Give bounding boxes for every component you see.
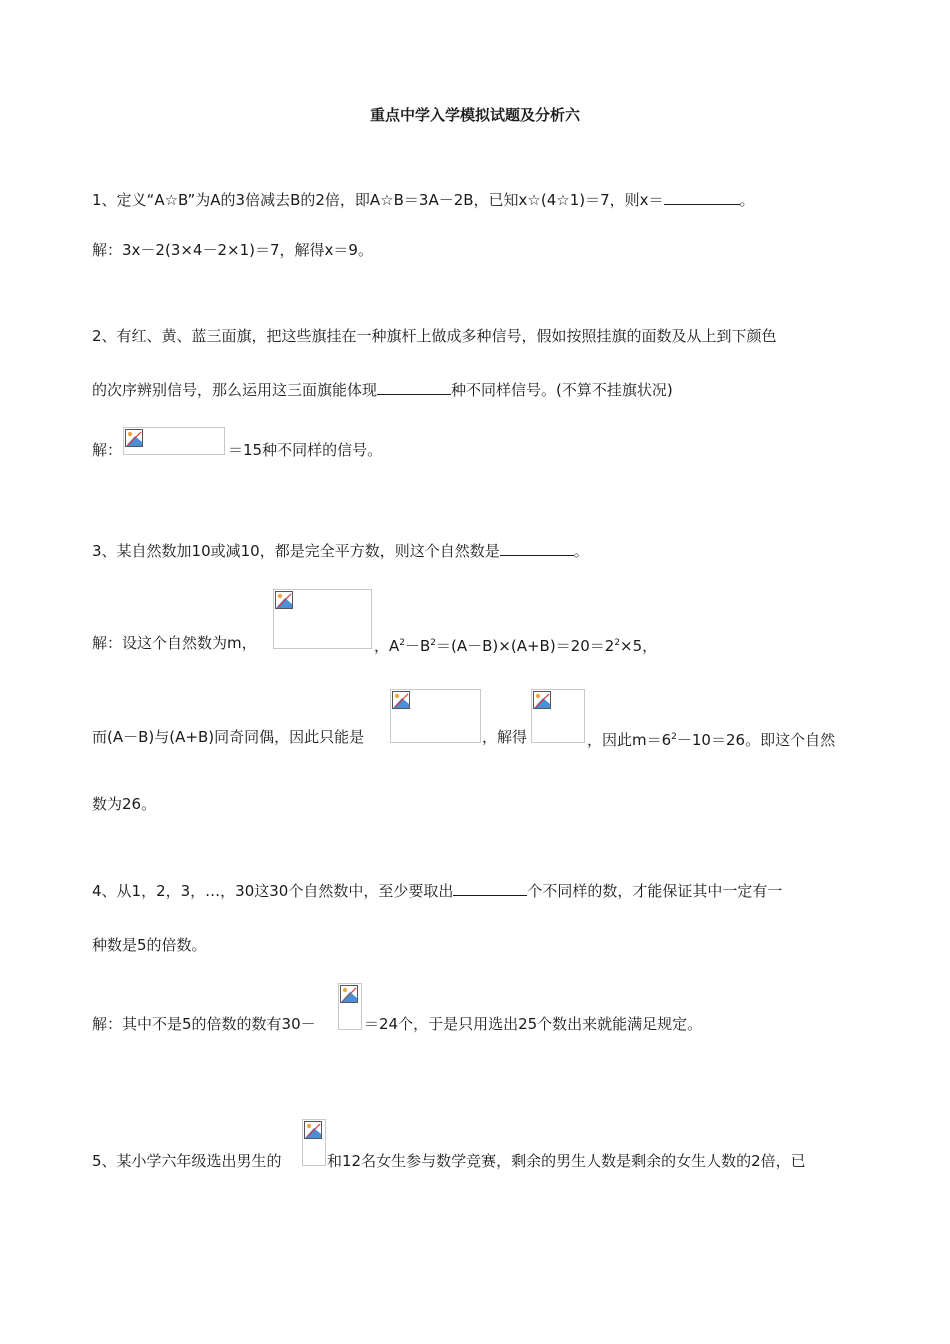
question-5-text-a: 5、某小学六年级选出男生的 <box>92 1152 282 1170</box>
solution-3-line-1a: 解：设这个自然数为m， <box>92 634 257 652</box>
solution-3-line-2b: ，解得 <box>482 728 528 746</box>
question-4-line-2: 种数是5的倍数。 <box>92 936 207 954</box>
broken-image-formula-2 <box>123 427 225 455</box>
solution-4-text-b: ＝24个，于是只用选出25个数出来就能满足规定。 <box>364 1015 703 1033</box>
question-1-text: 1、定义“A☆B”为A的3倍减去B的2倍，即A☆B＝3A－2B，已知x☆(4☆1)＝7，则x＝ <box>92 191 664 209</box>
solution-2-text-b: ＝15种不同样的信号。 <box>228 441 383 459</box>
superscript: 2 <box>614 638 621 648</box>
question-1-end: 。 <box>739 191 755 209</box>
question-4-line-1 <box>92 881 782 901</box>
broken-image-icon <box>392 691 410 709</box>
broken-image-icon <box>275 591 293 609</box>
solution-3-line-1b <box>374 633 657 656</box>
superscript: 2 <box>430 638 437 648</box>
broken-image-formula-5 <box>302 1119 326 1166</box>
solution-3-text-f: ，因此m＝6 <box>587 731 672 749</box>
superscript: 2 <box>399 638 405 648</box>
question-3 <box>92 541 589 561</box>
broken-image-formula-4 <box>338 983 362 1030</box>
solution-2-text-a: 解： <box>92 441 123 459</box>
question-2-text-a: 的次序辨别信号，那么运用这三面旗能体现 <box>92 381 378 399</box>
question-1 <box>92 190 755 210</box>
page-title: 重点中学入学模拟试题及分析六 <box>369 106 580 124</box>
question-2-line-1: 2、有红、黄、蓝三面旗，把这些旗挂在一种旗杆上做成多种信号，假如按照挂旗的面数及从上到下颜色 <box>92 327 777 345</box>
broken-image-formula-3b <box>390 689 481 743</box>
broken-image-formula-3a <box>273 589 372 649</box>
solution-3-text-c: －B <box>405 637 431 655</box>
broken-image-icon <box>304 1121 322 1139</box>
question-4-text-b: 个不同样的数，才能保证其中一定有一 <box>527 882 783 900</box>
solution-3-line-3: 数为26。 <box>92 795 157 813</box>
answer-blank-2 <box>377 380 451 395</box>
broken-image-icon <box>125 429 143 447</box>
solution-3-text-e: ×5， <box>620 637 658 655</box>
solution-3-line-2a: 而(A－B)与(A+B)同奇同偶，因此只能是 <box>92 728 365 746</box>
answer-blank-1 <box>664 190 740 205</box>
question-2-line-2 <box>92 380 673 400</box>
question-5-text-b: 和12名女生参与数学竞赛，剩余的男生人数是剩余的女生人数的2倍，已 <box>327 1152 806 1170</box>
solution-1: 解：3x－2(3×4－2×1)＝7，解得x＝9。 <box>92 241 373 259</box>
question-3-text: 3、某自然数加10或减10，都是完全平方数，则这个自然数是 <box>92 542 500 560</box>
question-4-text-a: 4、从1，2，3，…，30这30个自然数中，至少要取出 <box>92 882 454 900</box>
broken-image-icon <box>340 985 358 1003</box>
solution-3-text-d: ＝(A－B)×(A+B)＝20＝2 <box>436 637 615 655</box>
answer-blank-4 <box>453 881 527 896</box>
solution-3-text-b: ，A <box>374 637 400 655</box>
question-2-text-b: 种不同样信号。(不算不挂旗状况) <box>451 381 673 399</box>
solution-3-text-g: －10＝26。即这个自然 <box>676 731 836 749</box>
superscript: 2 <box>671 732 677 742</box>
solution-4-text-a: 解：其中不是5的倍数的数有30－ <box>92 1015 316 1033</box>
broken-image-icon <box>533 691 551 709</box>
answer-blank-3 <box>500 541 574 556</box>
broken-image-formula-3c <box>531 689 585 743</box>
question-3-end: 。 <box>573 542 589 560</box>
solution-3-line-2c <box>587 727 835 750</box>
